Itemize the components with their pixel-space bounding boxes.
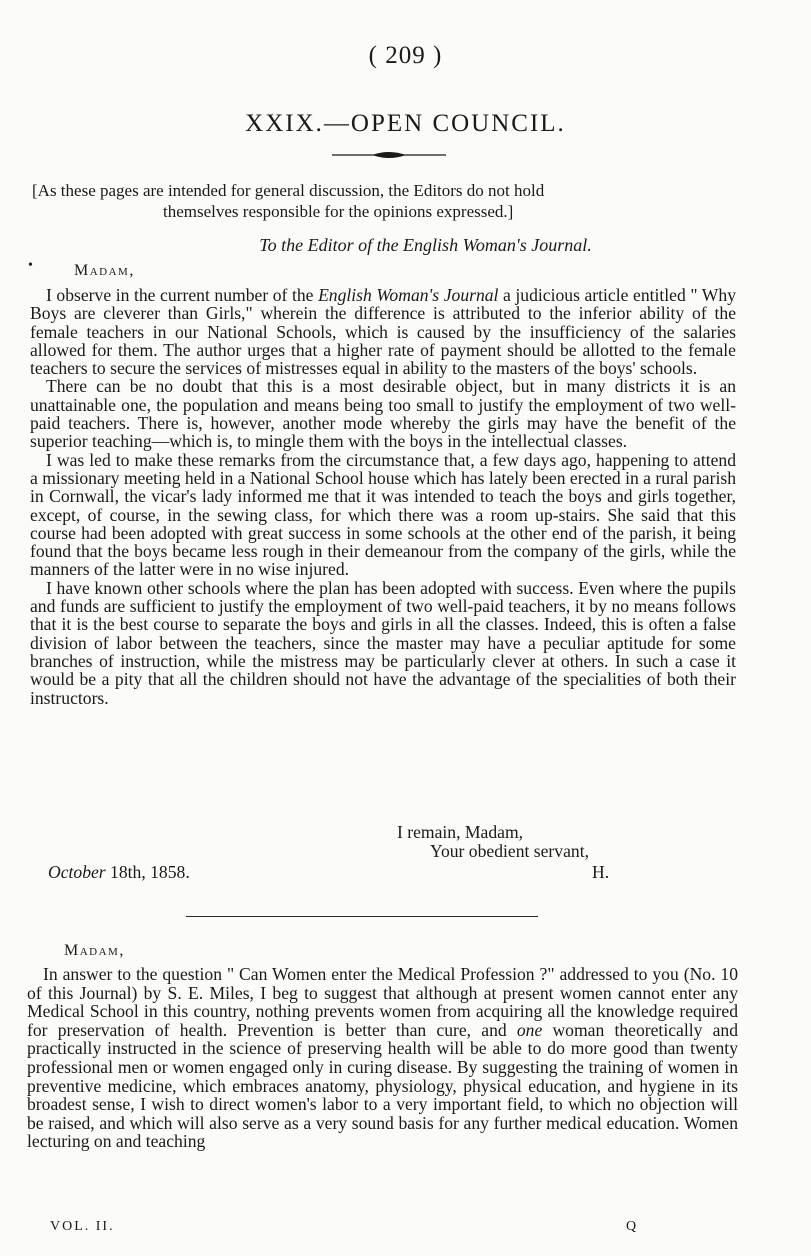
letter2-p1-text-cont: woman theoretically and practically instructed in the science of preserving health will be able to do more good than twenty professional men or women engaged only in curing disease. By suggesting the training of women in preventive medicine, which embraces anatomy, physiology, physical education, and hygiene in its broadest sense, I wish to direct women's labor to a very important field, to which no objection will be raised, and which will also serve as a very sound basis for any further medical education. Women lecturing on and teaching (27, 1019, 738, 1152)
letter1-body (30, 286, 736, 707)
margin-mark: • (28, 258, 33, 273)
letter1-p1-text-cont: a judicious article entitled " Why Boys are cleverer than Girls," wherein the difference is attributed to the inferior ability of the female teachers in our National Schools, which is caused by the insufficiency of the salaries allowed for them. The author urges that a higher rate of payment should be allotted to the female teachers to secure the services of mistresses equal in ability to the masters of the boys' schools. (30, 285, 736, 379)
emphasis-one: one (516, 1019, 543, 1040)
letter2-paragraph (27, 965, 738, 1151)
editorial-note (32, 180, 774, 222)
date-month: October (48, 862, 106, 882)
letter1-closing-2: Your obedient servant, (430, 841, 589, 861)
letter1-salutation: Madam, (74, 262, 135, 279)
letter2-body (27, 965, 738, 1151)
letter1-paragraph: There can be no doubt that this is a most desirable object, but in many districts it is an unattainable one, the population and means being too small to justify the employment of two well-paid teachers. There is, however, another mode whereby the girls may have the benefit of the superior teaching—which is, to mingle them with the boys in the intellectual classes. (30, 376, 736, 452)
letter2-p1-text: In answer to the question " Can Women enter the Medical Profession ?" addressed to you (No. 10 of this Journal) by S. E. Miles, I beg to suggest that although at present women cannot enter any Medical School in this country, nothing prevents women from acquiring all the knowledge required for preservation of health. Prevention is better than cure, and (27, 964, 738, 1040)
page-number: ( 209 ) (368, 42, 443, 69)
ornament-divider (332, 150, 446, 160)
letter1-paragraph: I have known other schools where the plan has been adopted with success. Even where the pupils and funds are sufficient to justify the employment of two well-paid teachers, it by no means follows that it is the best course to separate the boys and girls in all the classes. Indeed, this is often a false division of labor between the teachers, since the master may have a peculiar aptitude for some branches of instruction, while the mistress may be particularly clever at others. In such a case it would be a pity that all the children should not have the advantage of the specialities of both their instructors. (30, 577, 736, 708)
letter1-date (48, 862, 190, 883)
letter1-paragraph (30, 286, 736, 377)
letter1-signature: H. (592, 862, 610, 882)
letter1-paragraph: I was led to make these remarks from the circumstance that, a few days ago, happening to attend a missionary meeting held in a National School house which has lately been erected in a rural parish in Cornwall, the vicar's lady informed me that it was intended to teach the boys and girls together, except, of course, in the sewing class, for which there was a room up-stairs. She said that this course had been adopted with great success in some schools at the other end of the parish, it being found that the boys became less rough in their demeanour from the company of the girls, while the manners of the latter were in no wise injured. (30, 449, 736, 580)
journal-title: English Woman's Journal (318, 285, 499, 305)
editorial-note-line2: themselves responsible for the opinions expressed.] (163, 202, 514, 221)
letter1-p1-text: I observe in the current number of the (46, 285, 319, 305)
section-heading: XXIX.—OPEN COUNCIL. (245, 110, 566, 137)
date-rest: 18th, 1858. (105, 862, 190, 882)
letter1-closing-1: I remain, Madam, (397, 822, 524, 842)
dedication: To the Editor of the English Woman's Journal. (259, 235, 592, 255)
section-rule (186, 916, 538, 917)
editorial-note-line1: [As these pages are intended for general discussion, the Editors do not hold (32, 181, 545, 200)
signature-mark: Q (626, 1219, 637, 1234)
letter2-salutation: Madam, (64, 942, 125, 959)
volume-marker: VOL. II. (50, 1219, 115, 1234)
